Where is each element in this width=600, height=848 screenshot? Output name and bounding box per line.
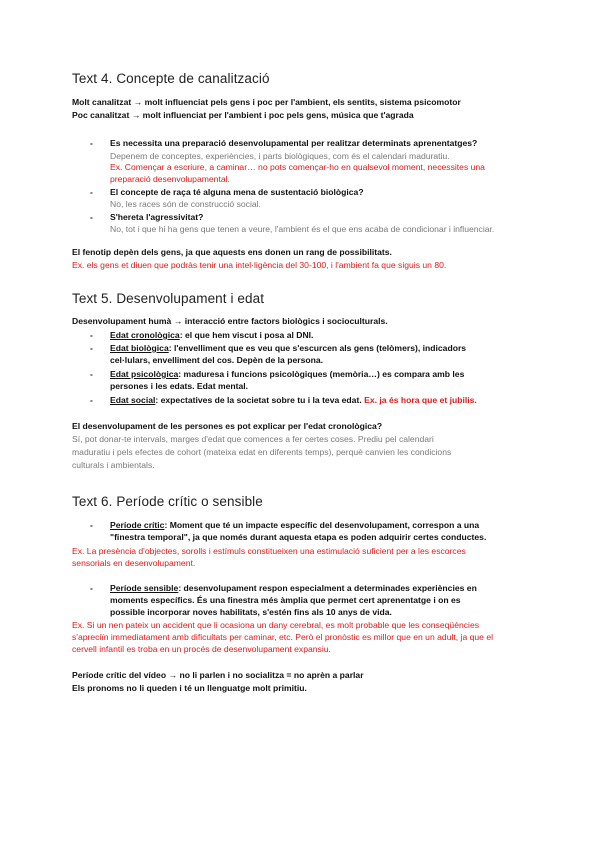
text4-answer-1: Depenem de conceptes, experiències, i parts biològiques, com és el calendari maduratiu. — [110, 151, 450, 161]
text4-fenotip-example: Ex. els gens et diuen que podràs tenir una intel·ligència del 30-100, i l'ambient fa que siguis un 80. — [72, 260, 447, 270]
term-edat-cronologica: Edat cronològica — [110, 330, 180, 340]
text4-fenotip: El fenotip depèn dels gens, ja que aquests ens donen un rang de possibilitats. — [72, 247, 392, 257]
text5-item-3-cont: persones i les edats. Edat mental. — [110, 381, 249, 391]
text4-answer-3: No, tot i que hi ha gens que tenen a veure, l'ambient és el que ens acaba de condicionar i influenciar. — [110, 224, 495, 234]
text4-intro-1: Molt canalitzat → molt influenciat pels gens i poc per l'ambient, els sentits, sistema psicomotor — [72, 97, 461, 107]
text5-item-1 — [110, 329, 313, 342]
term-desc: : expectatives de la societat sobre tu i la teva edat. — [155, 395, 362, 405]
bullet-dash: - — [90, 212, 93, 222]
text5-answer-1: Sí, pot donar-te intervals, marges d'edat que comences a fer certes coses. Prediu pel calendari — [72, 434, 434, 444]
term-desc: : l'envelliment que es veu que s'escurcen als gens (telòmers), indicadors — [168, 343, 467, 353]
term-edat-social: Edat social — [110, 395, 156, 405]
text6-critic-example-1: Ex. La presència d'objectes, sorolls i estímuls constitueixen una estimulació suficient per a les escorces — [72, 546, 466, 556]
text6-critic-example-2: sensorials en desenvolupament. — [72, 558, 196, 568]
text4-answer-2: No, les races són de construcció social. — [110, 199, 261, 209]
text6-video-1: Període crític del vídeo → no li parlen i no socialitza = no aprèn a parlar — [72, 670, 364, 680]
term-desc: : desenvolupament respon especialment a determinades experiències en — [178, 583, 477, 593]
text6-sensible-cont-2: possible incorporar noves habilitats, s'estén fins als 10 anys de vida. — [110, 607, 392, 617]
text4-example-1b: preparació desenvolupamental. — [110, 174, 230, 184]
bullet-dash: - — [90, 395, 93, 405]
bullet-dash: - — [90, 583, 93, 593]
text5-answer-2: maduratiu i pels efectes de cohort (mateixa edat en diferents temps), perquè canvien les condicions — [72, 447, 452, 457]
text6-sensible-example-2: s'apreciïn immediatament amb dificultats per caminar, etc. Però el pronòstic es millor que en un adult, ja que el — [72, 632, 494, 642]
text5-question: El desenvolupament de les persones es pot explicar per l'edat cronològica? — [72, 421, 383, 431]
bullet-dash: - — [90, 520, 93, 530]
text5-item-3 — [110, 368, 464, 381]
text6-sensible — [110, 582, 477, 595]
term-desc: : el que hem viscut i posa al DNI. — [179, 330, 314, 340]
text6-sensible-example-3: cervell infantil es troba en un procés de desenvolupament expansiu. — [72, 644, 331, 654]
text6-heading: Text 6. Període crític o sensible — [72, 494, 263, 509]
text6-video-2: Els pronoms no li queden i té un llenguatge molt primitiu. — [72, 683, 307, 693]
term-periode-sensible: Període sensible — [110, 583, 179, 593]
bullet-dash: - — [90, 187, 93, 197]
term-desc: : Moment que té un impacte específic del desenvolupament, correspon a una — [164, 520, 480, 530]
bullet-dash: - — [90, 330, 93, 340]
text4-question-3: S'hereta l'agressivitat? — [110, 212, 204, 222]
text5-item-4 — [110, 394, 477, 407]
text4-question-1: Es necessita una preparació desenvolupamental per realitzar determinats aprenentatges? — [110, 138, 478, 148]
bullet-dash: - — [90, 369, 93, 379]
bullet-dash: - — [90, 138, 93, 148]
text5-item-2-cont: cel·lulars, envelliment del cos. Depèn de la persona. — [110, 355, 324, 365]
text6-critic — [110, 519, 479, 532]
term-periode-critic: Període crític — [110, 520, 165, 530]
term-example: Ex. ja és hora que et jubilis. — [364, 395, 477, 405]
text6-sensible-cont-1: moments específics. És una finestra més àmplia que permet cert aprenentatge i on es — [110, 595, 461, 605]
text5-item-2 — [110, 342, 466, 355]
text6-critic-cont: "finestra temporal", ja que només durant aquesta etapa es poden adquirir certes conductes. — [110, 532, 487, 542]
term-edat-biologica: Edat biològica — [110, 343, 169, 353]
text5-intro: Desenvolupament humà → interacció entre factors biològics i socioculturals. — [72, 316, 388, 326]
text6-sensible-example-1: Ex. Si un nen pateix un accident que li ocasiona un dany cerebral, es molt probable que les conseqüències — [72, 620, 480, 630]
text4-heading: Text 4. Concepte de canalització — [72, 71, 270, 86]
term-edat-psicologica: Edat psicològica — [110, 369, 179, 379]
text4-question-2: El concepte de raça té alguna mena de sustentació biològica? — [110, 187, 364, 197]
text4-intro-2: Poc canalitzat → molt influenciat per l'ambient i poc pels gens, música que t'agrada — [72, 110, 414, 120]
text5-heading: Text 5. Desenvolupament i edat — [72, 291, 265, 306]
text4-example-1a: Ex. Començar a escriure, a caminar… no pots començar-ho en qualsevol moment, necessites una — [110, 162, 485, 172]
term-desc: : maduresa i funcions psicològiques (memòria…) es compara amb les — [178, 369, 465, 379]
text5-answer-3: culturals i ambientals. — [72, 460, 155, 470]
bullet-dash: - — [90, 343, 93, 353]
